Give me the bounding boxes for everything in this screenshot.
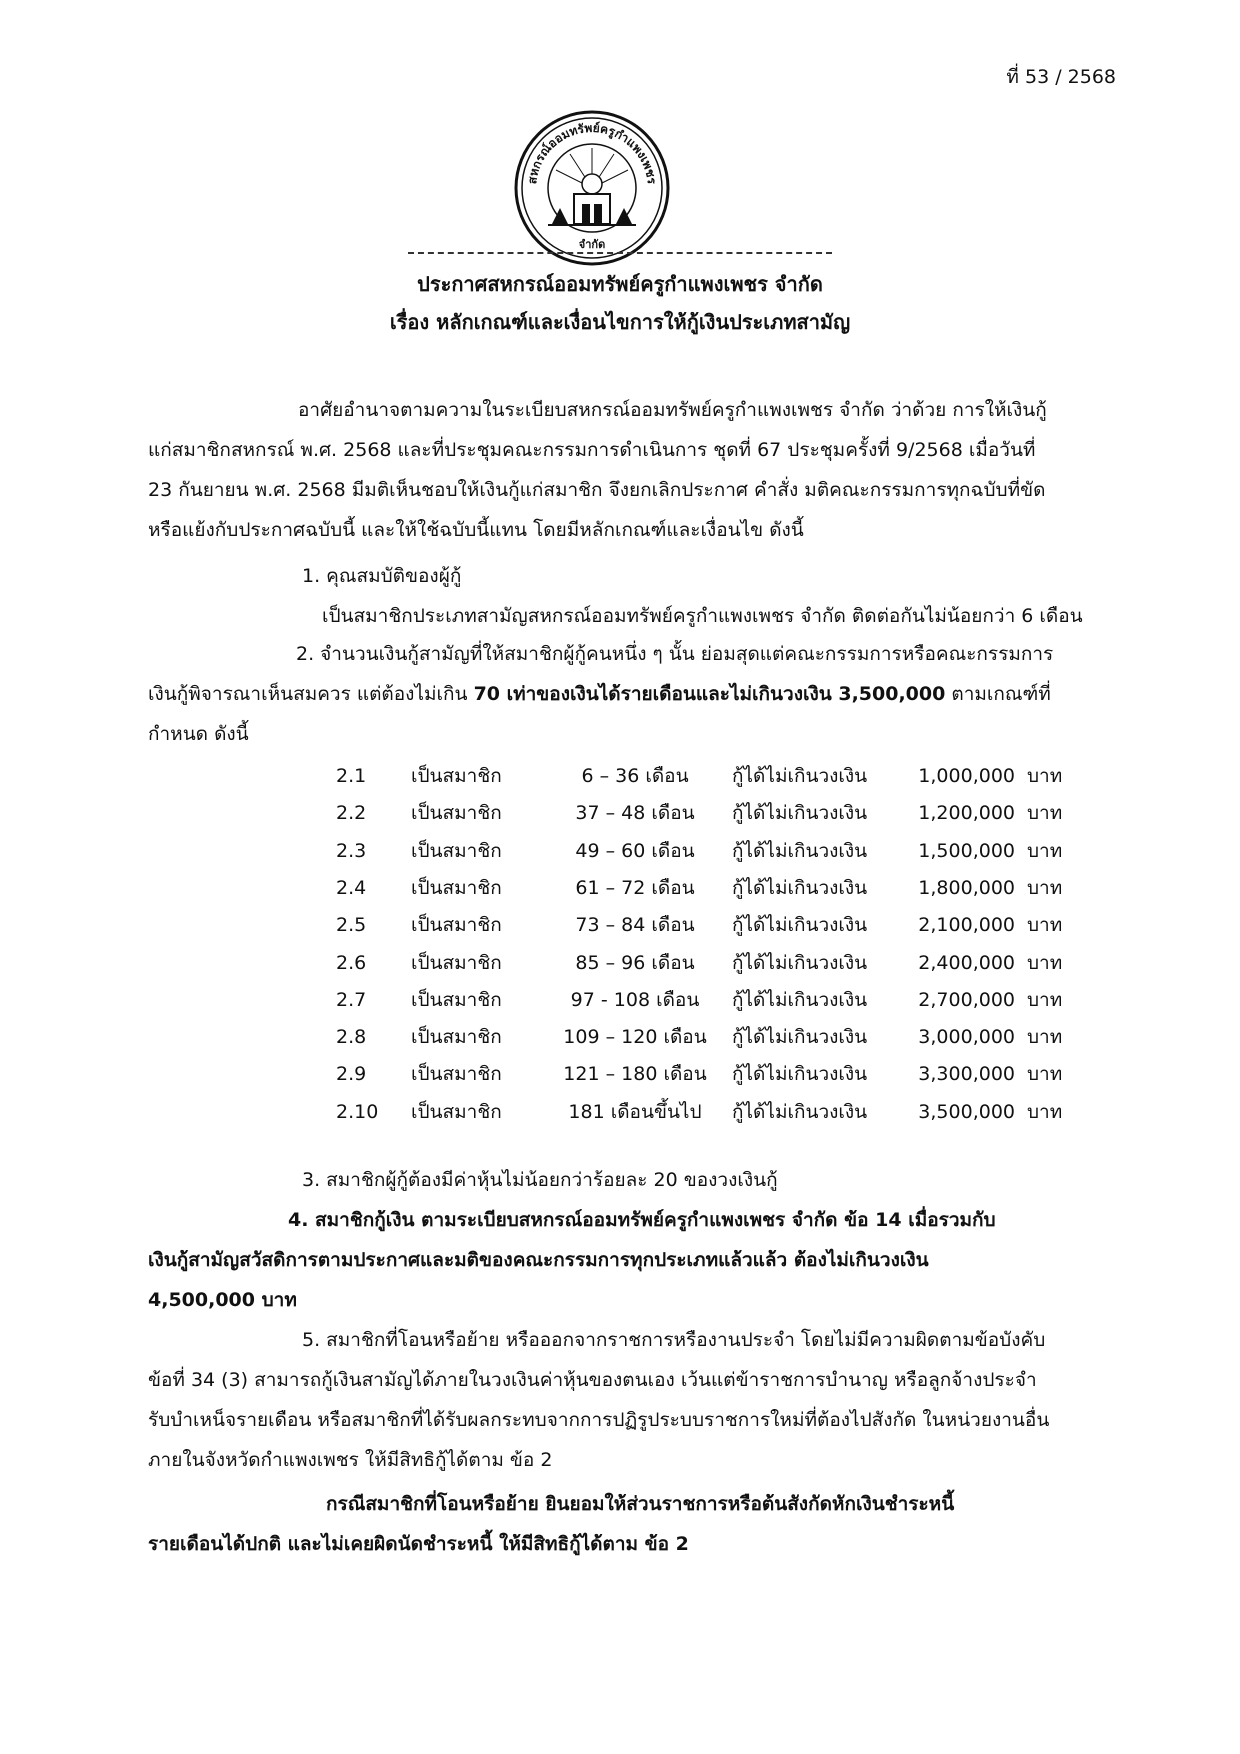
title-divider: [408, 252, 832, 254]
row-number: 2.8: [336, 1026, 367, 1049]
member-label: เป็นสมาชิก: [411, 802, 502, 825]
loan-label: กู้ได้ไม่เกินวงเงิน: [732, 988, 868, 1011]
member-label: เป็นสมาชิก: [411, 839, 502, 862]
loan-label: กู้ได้ไม่เกินวงเงิน: [732, 765, 868, 787]
clause-2-line-1: 2. จำนวนเงินกู้สามัญที่ให้สมาชิกผู้กู้คนหนึ่ง ๆ นั้น ย่อมสุดแต่คณะกรรมการหรือคณะกรรมการ: [296, 643, 1054, 665]
loan-label: กู้ได้ไม่เกินวงเงิน: [732, 876, 868, 899]
loan-label: กู้ได้ไม่เกินวงเงิน: [732, 914, 868, 937]
table-row: [0, 982, 1240, 1019]
member-label: เป็นสมาชิก: [411, 1063, 502, 1086]
intro-line-1: อาศัยอำนาจตามความในระเบียบสหกรณ์ออมทรัพย์ครูกำแพงเพชร จำกัด ว่าด้วย การให้เงินกู้: [298, 399, 1047, 421]
clause-2-limit: 70 เท่าของเงินได้รายเดือนและไม่เกินวงเงิน 3,500,000: [473, 683, 946, 705]
currency-unit: บาท: [1027, 839, 1063, 862]
loan-amount: 2,400,000: [918, 951, 1015, 974]
membership-range: 109 – 120 เดือน: [563, 1026, 707, 1049]
row-number: 2.9: [336, 1063, 367, 1086]
loan-amount: 2,700,000: [918, 988, 1015, 1011]
intro-line-3: 23 กันยายน พ.ศ. 2568 มีมติเห็นชอบให้เงินกู้แก่สมาชิก จึงยกเลิกประกาศ คำสั่ง มติคณะกรรมการทุกฉบับที่ขัด: [148, 479, 1046, 501]
loan-amount: 1,000,000: [918, 765, 1015, 787]
currency-unit: บาท: [1027, 914, 1063, 937]
row-number: 2.4: [336, 876, 367, 899]
membership-range: 61 – 72 เดือน: [575, 876, 695, 899]
currency-unit: บาท: [1027, 802, 1063, 825]
cooperative-seal-icon: [512, 108, 672, 268]
membership-range: 85 – 96 เดือน: [575, 951, 695, 974]
loan-label: กู้ได้ไม่เกินวงเงิน: [732, 951, 868, 974]
loan-amount: 3,300,000: [918, 1063, 1015, 1086]
row-number: 2.5: [336, 914, 367, 937]
document-number: ที่ 53 / 2568: [1006, 66, 1116, 88]
table-row: [0, 907, 1240, 944]
clause-3: 3. สมาชิกผู้กู้ต้องมีค่าหุ้นไม่น้อยกว่าร้อยละ 20 ของวงเงินกู้: [302, 1169, 778, 1191]
intro-line-4: หรือแย้งกับประกาศฉบับนี้ และให้ใช้ฉบับนี้แทน โดยมีหลักเกณฑ์และเงื่อนไข ดังนี้: [148, 519, 804, 541]
table-row: [0, 945, 1240, 982]
member-label: เป็นสมาชิก: [411, 1026, 502, 1049]
membership-range: 49 – 60 เดือน: [575, 839, 695, 862]
currency-unit: บาท: [1027, 1063, 1063, 1086]
svg-text:สหกรณ์ออมทรัพย์ครูกำแพงเพชร: สหกรณ์ออมทรัพย์ครูกำแพงเพชร: [525, 120, 659, 185]
membership-range: 121 – 180 เดือน: [563, 1063, 707, 1086]
membership-range: 181 เดือนขึ้นไป: [568, 1100, 702, 1123]
row-number: 2.7: [336, 988, 367, 1011]
member-label: เป็นสมาชิก: [411, 876, 502, 899]
loan-label: กู้ได้ไม่เกินวงเงิน: [732, 1026, 868, 1049]
svg-text:จำกัด: จำกัด: [578, 238, 606, 251]
transfer-case-line-2: รายเดือนได้ปกติ และไม่เคยผิดนัดชำระหนี้ ให้มีสิทธิกู้ได้ตาม ข้อ 2: [148, 1533, 689, 1555]
intro-line-2: แก่สมาชิกสหกรณ์ พ.ศ. 2568 และที่ประชุมคณะกรรมการดำเนินการ ชุดที่ 67 ประชุมครั้งที่ 9/2568 เมื่อวันที่: [148, 439, 1036, 461]
clause-2-text: เงินกู้พิจารณาเห็นสมควร แต่ต้องไม่เกิน: [148, 683, 474, 705]
loan-amount: 2,100,000: [918, 914, 1015, 937]
member-label: เป็นสมาชิก: [411, 914, 502, 937]
row-number: 2.2: [336, 802, 367, 825]
table-row: [0, 1056, 1240, 1093]
row-number: 2.10: [336, 1100, 379, 1123]
member-label: เป็นสมาชิก: [411, 765, 502, 787]
row-number: 2.1: [336, 765, 367, 787]
currency-unit: บาท: [1027, 1100, 1063, 1123]
loan-amount: 1,200,000: [918, 802, 1015, 825]
table-row: [0, 795, 1240, 832]
currency-unit: บาท: [1027, 765, 1063, 787]
currency-unit: บาท: [1027, 951, 1063, 974]
loan-label: กู้ได้ไม่เกินวงเงิน: [732, 839, 868, 862]
table-row: [0, 1094, 1240, 1131]
member-label: เป็นสมาชิก: [411, 951, 502, 974]
clause-5-line-4: ภายในจังหวัดกำแพงเพชร ให้มีสิทธิกู้ได้ตาม ข้อ 2: [148, 1449, 553, 1471]
currency-unit: บาท: [1027, 988, 1063, 1011]
membership-range: 37 – 48 เดือน: [575, 802, 695, 825]
membership-range: 97 - 108 เดือน: [570, 988, 700, 1011]
transfer-case-line-1: กรณีสมาชิกที่โอนหรือย้าย ยินยอมให้ส่วนราชการหรือต้นสังกัดหักเงินชำระหนี้: [326, 1493, 955, 1515]
membership-range: 73 – 84 เดือน: [575, 914, 695, 937]
currency-unit: บาท: [1027, 876, 1063, 899]
currency-unit: บาท: [1027, 1026, 1063, 1049]
table-row: [0, 758, 1240, 795]
clause-2-text-end: ตามเกณฑ์ที่: [945, 683, 1051, 705]
clause-4-line-2: เงินกู้สามัญสวัสดิการตามประกาศและมติของคณะกรรมการทุกประเภทแล้วแล้ว ต้องไม่เกินวงเงิน: [148, 1249, 929, 1271]
title-line-1: ประกาศสหกรณ์ออมทรัพย์ครูกำแพงเพชร จำกัด: [417, 272, 823, 296]
clause-1-heading: 1. คุณสมบัติของผู้กู้: [302, 565, 462, 587]
loan-label: กู้ได้ไม่เกินวงเงิน: [732, 802, 868, 825]
title-line-2: เรื่อง หลักเกณฑ์และเงื่อนไขการให้กู้เงินประเภทสามัญ: [389, 310, 851, 334]
loan-amount: 1,800,000: [918, 876, 1015, 899]
table-row: [0, 833, 1240, 870]
loan-amount: 3,000,000: [918, 1026, 1015, 1049]
table-row: [0, 870, 1240, 907]
clause-2-line-3: กำหนด ดังนี้: [148, 723, 249, 745]
loan-label: กู้ได้ไม่เกินวงเงิน: [732, 1100, 868, 1123]
loan-label: กู้ได้ไม่เกินวงเงิน: [732, 1063, 868, 1086]
clause-5-line-3: รับบำเหน็จรายเดือน หรือสมาชิกที่ได้รับผลกระทบจากการปฏิรูประบบราชการใหม่ที่ต้องไปสังกัด ในหน่วยงานอื่น: [148, 1409, 1050, 1431]
clause-2-line-2: [148, 674, 1051, 714]
loan-amount: 1,500,000: [918, 839, 1015, 862]
clause-1-text: เป็นสมาชิกประเภทสามัญสหกรณ์ออมทรัพย์ครูกำแพงเพชร จำกัด ติดต่อกันไม่น้อยกว่า 6 เดือน: [322, 605, 1083, 627]
loan-amount: 3,500,000: [918, 1100, 1015, 1123]
clause-5-line-1: 5. สมาชิกที่โอนหรือย้าย หรือออกจากราชการหรืองานประจำ โดยไม่มีความผิดตามข้อบังคับ: [302, 1329, 1046, 1351]
member-label: เป็นสมาชิก: [411, 1100, 502, 1123]
clause-4-line-1: 4. สมาชิกกู้เงิน ตามระเบียบสหกรณ์ออมทรัพย์ครูกำแพงเพชร จำกัด ข้อ 14 เมื่อรวมกับ: [288, 1209, 996, 1231]
membership-range: 6 – 36 เดือน: [581, 765, 689, 787]
clause-4-line-3: 4,500,000 บาท: [148, 1289, 297, 1311]
member-label: เป็นสมาชิก: [411, 988, 502, 1011]
table-row: [0, 1019, 1240, 1056]
row-number: 2.6: [336, 951, 367, 974]
row-number: 2.3: [336, 839, 367, 862]
clause-5-line-2: ข้อที่ 34 (3) สามารถกู้เงินสามัญได้ภายในวงเงินค่าหุ้นของตนเอง เว้นแต่ข้าราชการบำนาญ หรือลูกจ้างประจำ: [148, 1369, 1037, 1391]
